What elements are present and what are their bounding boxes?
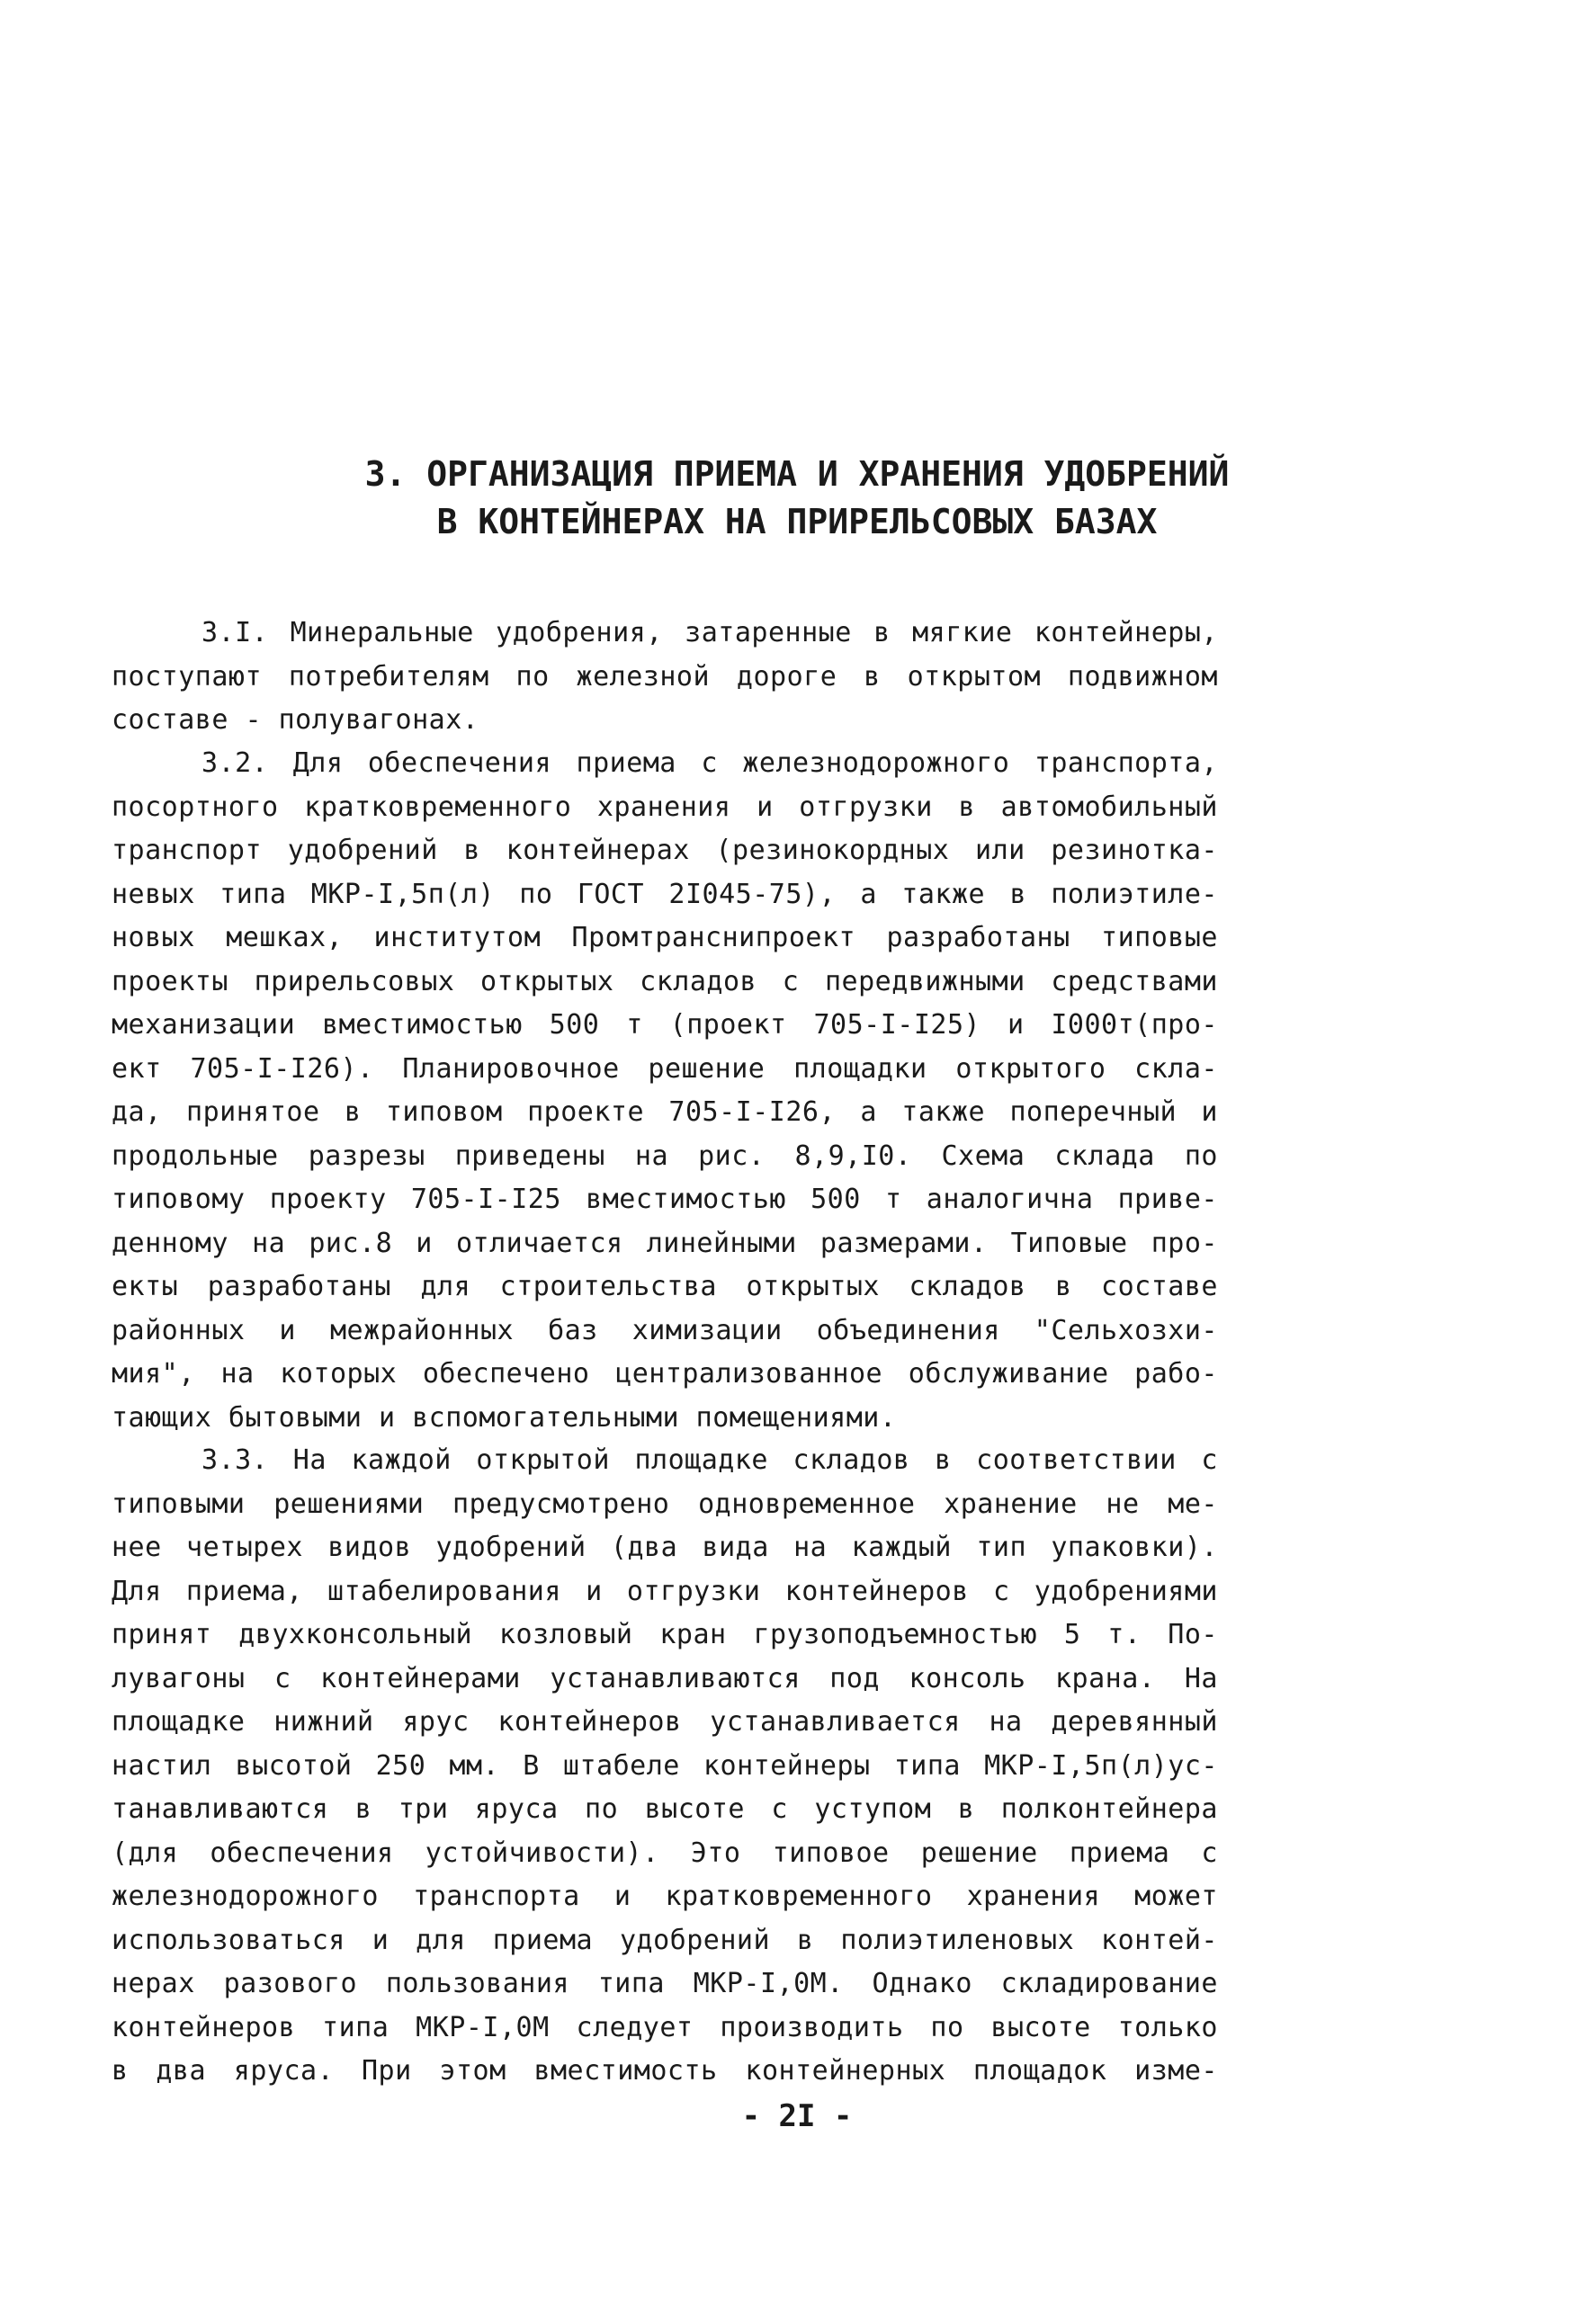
- paragraph-line: тающих бытовыми и вспомогательными помещениями.: [112, 1401, 897, 1434]
- section-heading-line-1: 3. ОРГАНИЗАЦИЯ ПРИЕМА И ХРАНЕНИЯ УДОБРЕНИЙ: [364, 454, 1230, 494]
- paragraph-line: посортного кратковременного хранения и отгрузки в автомобильный: [112, 791, 1218, 823]
- paragraph-line: (для обеспечения устойчивости). Это типовое решение приема с: [112, 1837, 1218, 1869]
- paragraph-line: ект 705-I-I26). Планировочное решение площадки открытого скла-: [112, 1052, 1218, 1085]
- paragraph-line: проекты прирельсовых открытых складов с передвижными средствами: [112, 965, 1218, 997]
- paragraph-line: в два яруса. При этом вместимость контейнерных площадок изме-: [112, 2055, 1218, 2087]
- paragraph-line: настил высотой 250 мм. В штабеле контейнеры типа МКР-I,5п(л)ус-: [112, 1749, 1218, 1782]
- paragraph-line: районных и межрайонных баз химизации объединения "Сельхозхи-: [112, 1314, 1218, 1346]
- paragraph-line: типовому проекту 705-I-I25 вместимостью 500 т аналогична приве-: [112, 1184, 1218, 1215]
- paragraph-3-2: [112, 742, 1218, 1440]
- paragraph-line: денному на рис.8 и отличается линейными размерами. Типовые про-: [112, 1227, 1218, 1259]
- paragraph-line: Для приема, штабелирования и отгрузки контейнеров с удобрениями: [112, 1575, 1218, 1607]
- paragraph-line: принят двухконсольный козловый кран грузоподъемностью 5 т. По-: [112, 1619, 1218, 1650]
- paragraph-line: нерах разового пользования типа МКР-I,0М. Однако складирование: [112, 1968, 1218, 1999]
- paragraph-line: мия", на которых обеспечено централизованное обслуживание рабо-: [112, 1358, 1218, 1390]
- paragraph-line: железнодорожного транспорта и кратковременного хранения может: [112, 1881, 1218, 1912]
- paragraph-3-1: [112, 612, 1218, 743]
- paragraph-line: невых типа МКР-I,5п(л) по ГОСТ 2I045-75), а также в полиэтиле-: [112, 878, 1218, 910]
- paragraph-line: 3.2. Для обеспечения приема с железнодорожного транспорта,: [201, 747, 1218, 779]
- paragraph-line: контейнеров типа МКР-I,0М следует производить по высоте только: [112, 2011, 1218, 2043]
- paragraph-line: да, принятое в типовом проекте 705-I-I26, а также поперечный и: [112, 1096, 1218, 1128]
- paragraph-line: поступают потребителям по железной дороге в открытом подвижном: [112, 660, 1218, 693]
- paragraph-line: составе - полувагонах.: [112, 704, 479, 736]
- paragraph-line: танавливаются в три яруса по высоте с уступом в полконтейнера: [112, 1793, 1218, 1825]
- paragraph-line: продольные разрезы приведены на рис. 8,9,I0. Схема склада по: [112, 1140, 1218, 1172]
- paragraph-line: механизации вместимостью 500 т (проект 705-I-I25) и I000т(про-: [112, 1009, 1218, 1041]
- paragraph-line: екты разработаны для строительства открытых складов в составе: [112, 1271, 1218, 1302]
- paragraph-line: нее четырех видов удобрений (два вида на каждый тип упаковки).: [112, 1532, 1218, 1563]
- paragraph-line: новых мешках, институтом Промтранснипроект разработаны типовые: [112, 922, 1218, 953]
- paragraph-3-3: [112, 1439, 1218, 2094]
- section-heading-line-2: В КОНТЕЙНЕРАХ НА ПРИРЕЛЬСОВЫХ БАЗАХ: [436, 502, 1158, 541]
- paragraph-line: типовыми решениями предусмотрено одновременное хранение не ме-: [112, 1488, 1218, 1520]
- paragraph-line: 3.3. На каждой открытой площадке складов в соответствии с: [201, 1444, 1218, 1476]
- paragraph-line: 3.I. Минеральные удобрения, затаренные в мягкие контейнеры,: [201, 617, 1218, 648]
- paragraph-line: площадке нижний ярус контейнеров устанавливается на деревянный: [112, 1706, 1218, 1738]
- page-number: - 2I -: [741, 2098, 853, 2134]
- paragraph-line: использоваться и для приема удобрений в полиэтиленовых контей-: [112, 1924, 1218, 1956]
- paragraph-line: лувагоны с контейнерами устанавливаются под консоль крана. На: [112, 1662, 1218, 1694]
- paragraph-line: транспорт удобрений в контейнерах (резинокордных или резинотка-: [112, 835, 1218, 866]
